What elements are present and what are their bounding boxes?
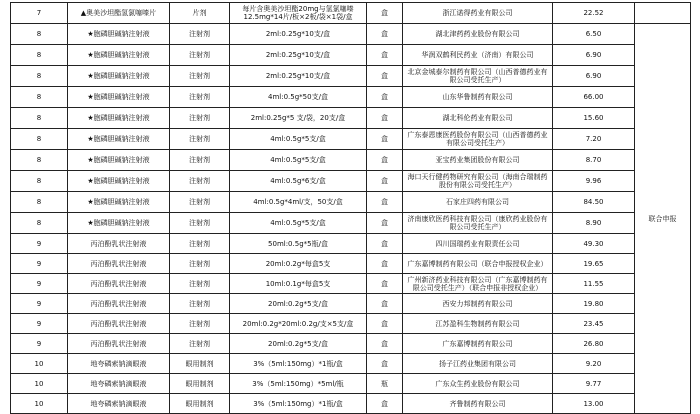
price-cell: 22.52 xyxy=(553,3,635,24)
unit-cell: 盒 xyxy=(367,394,403,414)
unit-cell: 盒 xyxy=(367,129,403,150)
table-row xyxy=(11,171,691,192)
price-cell: 13.00 xyxy=(553,394,635,414)
dosage-form-cell: 注射剂 xyxy=(170,213,230,234)
drug-name-cell: ★胞磷胆碱钠注射液 xyxy=(68,45,170,66)
table-row xyxy=(11,129,691,150)
drug-name-cell: ▲奥美沙坦酯氢氯噻嗪片 xyxy=(68,3,170,24)
table-row xyxy=(11,24,691,45)
specification-cell: 4ml:0.5g*4ml/支，50支/盒 xyxy=(230,192,367,213)
specification-cell: 每片含奥美沙坦酯20mg与氢氯噻嗪12.5mg*14片/板×2板/袋×1袋/盒 xyxy=(230,3,367,24)
company-cell: 广东泰恩康医药股份有限公司（山西普德药业有限公司受托生产） xyxy=(403,129,553,150)
specification-cell: 4ml:0.5g*5支/盒 xyxy=(230,213,367,234)
price-cell: 11.55 xyxy=(553,274,635,294)
dosage-form-cell: 注射剂 xyxy=(170,171,230,192)
row-number-cell: 9 xyxy=(11,274,68,294)
price-cell: 15.60 xyxy=(553,108,635,129)
drug-name-cell: 丙泊酚乳状注射液 xyxy=(68,314,170,334)
company-cell: 广州新济药业科技有限公司（广东嘉博制药有限公司受托生产）（联合申报非授权企业） xyxy=(403,274,553,294)
dosage-form-cell: 注射剂 xyxy=(170,274,230,294)
drug-name-cell: 地夸磷索钠滴眼液 xyxy=(68,354,170,374)
dosage-form-cell: 注射剂 xyxy=(170,129,230,150)
drug-name-cell: 地夸磷索钠滴眼液 xyxy=(68,394,170,414)
dosage-form-cell: 注射剂 xyxy=(170,314,230,334)
specification-cell: 2ml:0.25g*5 支/袋，20支/盒 xyxy=(230,108,367,129)
drug-price-table-container xyxy=(10,2,690,414)
company-cell: 济南康欣医药科技有限公司（康欣药业股份有限公司受托生产） xyxy=(403,213,553,234)
company-cell: 广东众生药业股份有限公司 xyxy=(403,374,553,394)
dosage-form-cell: 注射剂 xyxy=(170,254,230,274)
unit-cell: 盒 xyxy=(367,3,403,24)
specification-cell: 20ml:0.2g*20ml:0.2g/支×5支/盒 xyxy=(230,314,367,334)
dosage-form-cell: 注射剂 xyxy=(170,334,230,354)
price-cell: 19.80 xyxy=(553,294,635,314)
company-cell: 华润双鹤利民药业（济南）有限公司 xyxy=(403,45,553,66)
table-row xyxy=(11,254,691,274)
row-number-cell: 9 xyxy=(11,254,68,274)
row-number-cell: 10 xyxy=(11,354,68,374)
company-cell: 亚宝药业集团股份有限公司 xyxy=(403,150,553,171)
row-number-cell: 9 xyxy=(11,334,68,354)
company-cell: 广东嘉博制药有限公司（联合申报授权企业） xyxy=(403,254,553,274)
dosage-form-cell: 片剂 xyxy=(170,3,230,24)
specification-cell: 4ml:0.5g*5支/盒 xyxy=(230,150,367,171)
price-cell: 6.90 xyxy=(553,45,635,66)
unit-cell: 盒 xyxy=(367,254,403,274)
drug-name-cell: 丙泊酚乳状注射液 xyxy=(68,274,170,294)
drug-name-cell: ★胞磷胆碱钠注射液 xyxy=(68,150,170,171)
price-cell: 23.45 xyxy=(553,314,635,334)
company-cell: 齐鲁制药有限公司 xyxy=(403,394,553,414)
specification-cell: 2ml:0.25g*10支/盒 xyxy=(230,24,367,45)
table-row xyxy=(11,108,691,129)
dosage-form-cell: 注射剂 xyxy=(170,150,230,171)
row-number-cell: 8 xyxy=(11,45,68,66)
row-number-cell: 10 xyxy=(11,394,68,414)
dosage-form-cell: 注射剂 xyxy=(170,192,230,213)
company-cell: 石家庄四药有限公司 xyxy=(403,192,553,213)
drug-name-cell: 丙泊酚乳状注射液 xyxy=(68,234,170,254)
table-row xyxy=(11,45,691,66)
table-row xyxy=(11,150,691,171)
row-number-cell: 10 xyxy=(11,374,68,394)
unit-cell: 盒 xyxy=(367,192,403,213)
drug-name-cell: ★胞磷胆碱钠注射液 xyxy=(68,192,170,213)
price-cell: 9.20 xyxy=(553,354,635,374)
specification-cell: 3%（5ml:150mg）*1瓶/盒 xyxy=(230,394,367,414)
company-cell: 海口天行健药物研究有限公司（海南合瑞制药股份有限公司受托生产） xyxy=(403,171,553,192)
specification-cell: 50ml:0.5g*5瓶/盒 xyxy=(230,234,367,254)
unit-cell: 盒 xyxy=(367,24,403,45)
row-number-cell: 8 xyxy=(11,213,68,234)
price-cell: 6.50 xyxy=(553,24,635,45)
unit-cell: 盒 xyxy=(367,171,403,192)
specification-cell: 4ml:0.5g*6支/盒 xyxy=(230,171,367,192)
price-cell: 9.77 xyxy=(553,374,635,394)
table-row xyxy=(11,87,691,108)
specification-cell: 4ml:0.5g*5支/盒 xyxy=(230,129,367,150)
dosage-form-cell: 注射剂 xyxy=(170,24,230,45)
drug-name-cell: ★胞磷胆碱钠注射液 xyxy=(68,213,170,234)
price-cell: 9.96 xyxy=(553,171,635,192)
specification-cell: 20ml:0.2g*每盒5支 xyxy=(230,254,367,274)
row-number-cell: 9 xyxy=(11,314,68,334)
dosage-form-cell: 注射剂 xyxy=(170,234,230,254)
table-row xyxy=(11,334,691,354)
row-number-cell: 9 xyxy=(11,294,68,314)
company-cell: 北京金城泰尔制药有限公司（山西普德药业有限公司受托生产） xyxy=(403,66,553,87)
unit-cell: 盒 xyxy=(367,274,403,294)
drug-name-cell: 丙泊酚乳状注射液 xyxy=(68,254,170,274)
unit-cell: 盒 xyxy=(367,87,403,108)
company-cell: 浙江诺得药业有限公司 xyxy=(403,3,553,24)
specification-cell: 2ml:0.25g*10支/盒 xyxy=(230,45,367,66)
company-cell: 江苏盈科生物制药有限公司 xyxy=(403,314,553,334)
dosage-form-cell: 眼用制剂 xyxy=(170,374,230,394)
price-cell: 6.90 xyxy=(553,66,635,87)
table-row xyxy=(11,274,691,294)
table-row xyxy=(11,234,691,254)
row-number-cell: 8 xyxy=(11,129,68,150)
row-number-cell: 8 xyxy=(11,150,68,171)
dosage-form-cell: 眼用制剂 xyxy=(170,394,230,414)
unit-cell: 盒 xyxy=(367,45,403,66)
unit-cell: 盒 xyxy=(367,234,403,254)
table-row xyxy=(11,213,691,234)
table-row xyxy=(11,314,691,334)
company-cell: 山东华鲁制药有限公司 xyxy=(403,87,553,108)
drug-name-cell: 丙泊酚乳状注射液 xyxy=(68,294,170,314)
company-cell: 湖北科伦药业有限公司 xyxy=(403,108,553,129)
table-row xyxy=(11,3,691,24)
company-cell: 西安力邦制药有限公司 xyxy=(403,294,553,314)
specification-cell: 2ml:0.25g*10支/盒 xyxy=(230,66,367,87)
unit-cell: 盒 xyxy=(367,108,403,129)
row-number-cell: 8 xyxy=(11,192,68,213)
specification-cell: 3%（5ml:150mg）*1瓶/盒 xyxy=(230,354,367,374)
dosage-form-cell: 注射剂 xyxy=(170,87,230,108)
drug-name-cell: 丙泊酚乳状注射液 xyxy=(68,334,170,354)
specification-cell: 10ml:0.1g*每盒5支 xyxy=(230,274,367,294)
unit-cell: 盒 xyxy=(367,150,403,171)
table-row xyxy=(11,394,691,414)
price-cell: 26.80 xyxy=(553,334,635,354)
table-row xyxy=(11,66,691,87)
price-cell: 49.30 xyxy=(553,234,635,254)
unit-cell: 瓶 xyxy=(367,374,403,394)
table-row xyxy=(11,374,691,394)
joint-application-note: 联合申报 xyxy=(635,24,691,414)
specification-cell: 4ml:0.5g*50支/盒 xyxy=(230,87,367,108)
unit-cell: 盒 xyxy=(367,354,403,374)
unit-cell: 盒 xyxy=(367,334,403,354)
specification-cell: 20ml:0.2g*5支/盒 xyxy=(230,294,367,314)
row-number-cell: 8 xyxy=(11,87,68,108)
unit-cell: 盒 xyxy=(367,294,403,314)
drug-name-cell: 地夸磷索钠滴眼液 xyxy=(68,374,170,394)
drug-price-table xyxy=(10,2,691,414)
row-number-cell: 8 xyxy=(11,108,68,129)
company-cell: 广东嘉博制药有限公司 xyxy=(403,334,553,354)
row-number-cell: 8 xyxy=(11,171,68,192)
table-row xyxy=(11,192,691,213)
drug-name-cell: ★胞磷胆碱钠注射液 xyxy=(68,171,170,192)
drug-name-cell: ★胞磷胆碱钠注射液 xyxy=(68,24,170,45)
price-cell: 7.20 xyxy=(553,129,635,150)
row-number-cell: 9 xyxy=(11,234,68,254)
price-cell: 8.70 xyxy=(553,150,635,171)
specification-cell: 20ml:0.2g*5支/盒 xyxy=(230,334,367,354)
drug-name-cell: ★胞磷胆碱钠注射液 xyxy=(68,129,170,150)
price-cell: 84.50 xyxy=(553,192,635,213)
price-cell: 8.90 xyxy=(553,213,635,234)
price-cell: 19.65 xyxy=(553,254,635,274)
table-body xyxy=(11,3,691,414)
note-cell xyxy=(635,3,691,24)
dosage-form-cell: 注射剂 xyxy=(170,66,230,87)
unit-cell: 盒 xyxy=(367,213,403,234)
table-row xyxy=(11,354,691,374)
dosage-form-cell: 注射剂 xyxy=(170,45,230,66)
company-cell: 扬子江药业集团有限公司 xyxy=(403,354,553,374)
dosage-form-cell: 注射剂 xyxy=(170,294,230,314)
company-cell: 湖北津药药业股份有限公司 xyxy=(403,24,553,45)
unit-cell: 盒 xyxy=(367,66,403,87)
table-row xyxy=(11,294,691,314)
row-number-cell: 7 xyxy=(11,3,68,24)
unit-cell: 盒 xyxy=(367,314,403,334)
company-cell: 四川国瑞药业有限责任公司 xyxy=(403,234,553,254)
row-number-cell: 8 xyxy=(11,66,68,87)
dosage-form-cell: 注射剂 xyxy=(170,108,230,129)
specification-cell: 3%（5ml:150mg）*5ml/瓶 xyxy=(230,374,367,394)
drug-name-cell: ★胞磷胆碱钠注射液 xyxy=(68,108,170,129)
dosage-form-cell: 眼用制剂 xyxy=(170,354,230,374)
drug-name-cell: ★胞磷胆碱钠注射液 xyxy=(68,66,170,87)
price-cell: 66.00 xyxy=(553,87,635,108)
row-number-cell: 8 xyxy=(11,24,68,45)
drug-name-cell: ★胞磷胆碱钠注射液 xyxy=(68,87,170,108)
